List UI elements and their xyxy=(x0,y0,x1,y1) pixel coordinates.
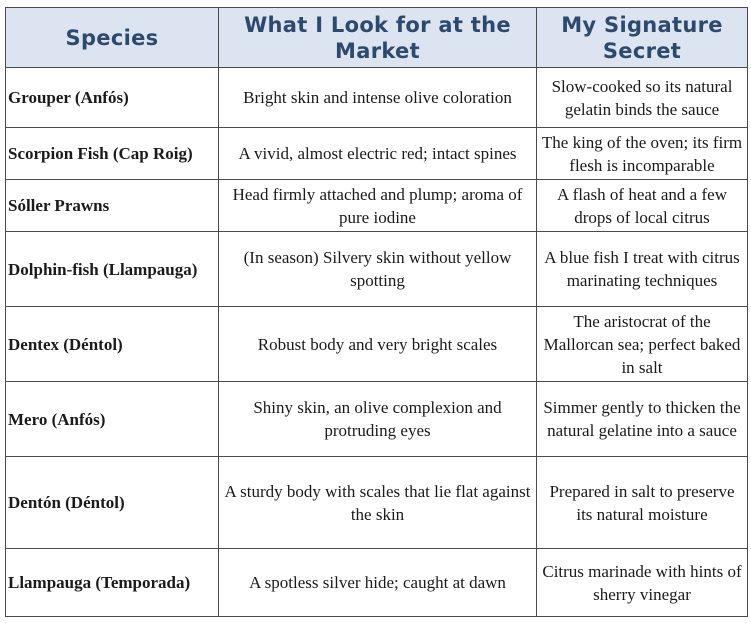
fish-market-table xyxy=(5,7,748,617)
species-cell: Dentón (Déntol) xyxy=(6,457,219,549)
species-cell: Dolphin-fish (Llampauga) xyxy=(6,232,219,307)
market-cell: (In season) Silvery skin without yellow spotting xyxy=(219,232,537,307)
secret-cell: A blue fish I treat with citrus marinating techniques xyxy=(537,232,748,307)
market-cell: A vivid, almost electric red; intact spines xyxy=(219,128,537,180)
secret-cell: The king of the oven; its firm flesh is incomparable xyxy=(537,128,748,180)
market-cell: Bright skin and intense olive coloration xyxy=(219,68,537,128)
table-row xyxy=(6,180,748,232)
table-header-row xyxy=(6,8,748,68)
market-cell: A spotless silver hide; caught at dawn xyxy=(219,549,537,617)
secret-cell: Simmer gently to thicken the natural gelatine into a sauce xyxy=(537,382,748,457)
table-row xyxy=(6,307,748,382)
species-cell: Sóller Prawns xyxy=(6,180,219,232)
header-species: Species xyxy=(6,8,219,68)
header-secret: My Signature Secret xyxy=(537,8,748,68)
secret-cell: Slow-cooked so its natural gelatin binds the sauce xyxy=(537,68,748,128)
header-market: What I Look for at the Market xyxy=(219,8,537,68)
market-cell: Robust body and very bright scales xyxy=(219,307,537,382)
species-cell: Llampauga (Temporada) xyxy=(6,549,219,617)
species-cell: Scorpion Fish (Cap Roig) xyxy=(6,128,219,180)
secret-cell: The aristocrat of the Mallorcan sea; perfect baked in salt xyxy=(537,307,748,382)
species-cell: Mero (Anfós) xyxy=(6,382,219,457)
secret-cell: A flash of heat and a few drops of local citrus xyxy=(537,180,748,232)
table-row xyxy=(6,128,748,180)
market-cell: A sturdy body with scales that lie flat against the skin xyxy=(219,457,537,549)
table-row xyxy=(6,68,748,128)
table-row xyxy=(6,382,748,457)
species-cell: Grouper (Anfós) xyxy=(6,68,219,128)
market-cell: Head firmly attached and plump; aroma of pure iodine xyxy=(219,180,537,232)
market-cell: Shiny skin, an olive complexion and protruding eyes xyxy=(219,382,537,457)
table-row xyxy=(6,549,748,617)
species-cell: Dentex (Déntol) xyxy=(6,307,219,382)
table-row xyxy=(6,232,748,307)
table-row xyxy=(6,457,748,549)
secret-cell: Citrus marinade with hints of sherry vinegar xyxy=(537,549,748,617)
secret-cell: Prepared in salt to preserve its natural moisture xyxy=(537,457,748,549)
